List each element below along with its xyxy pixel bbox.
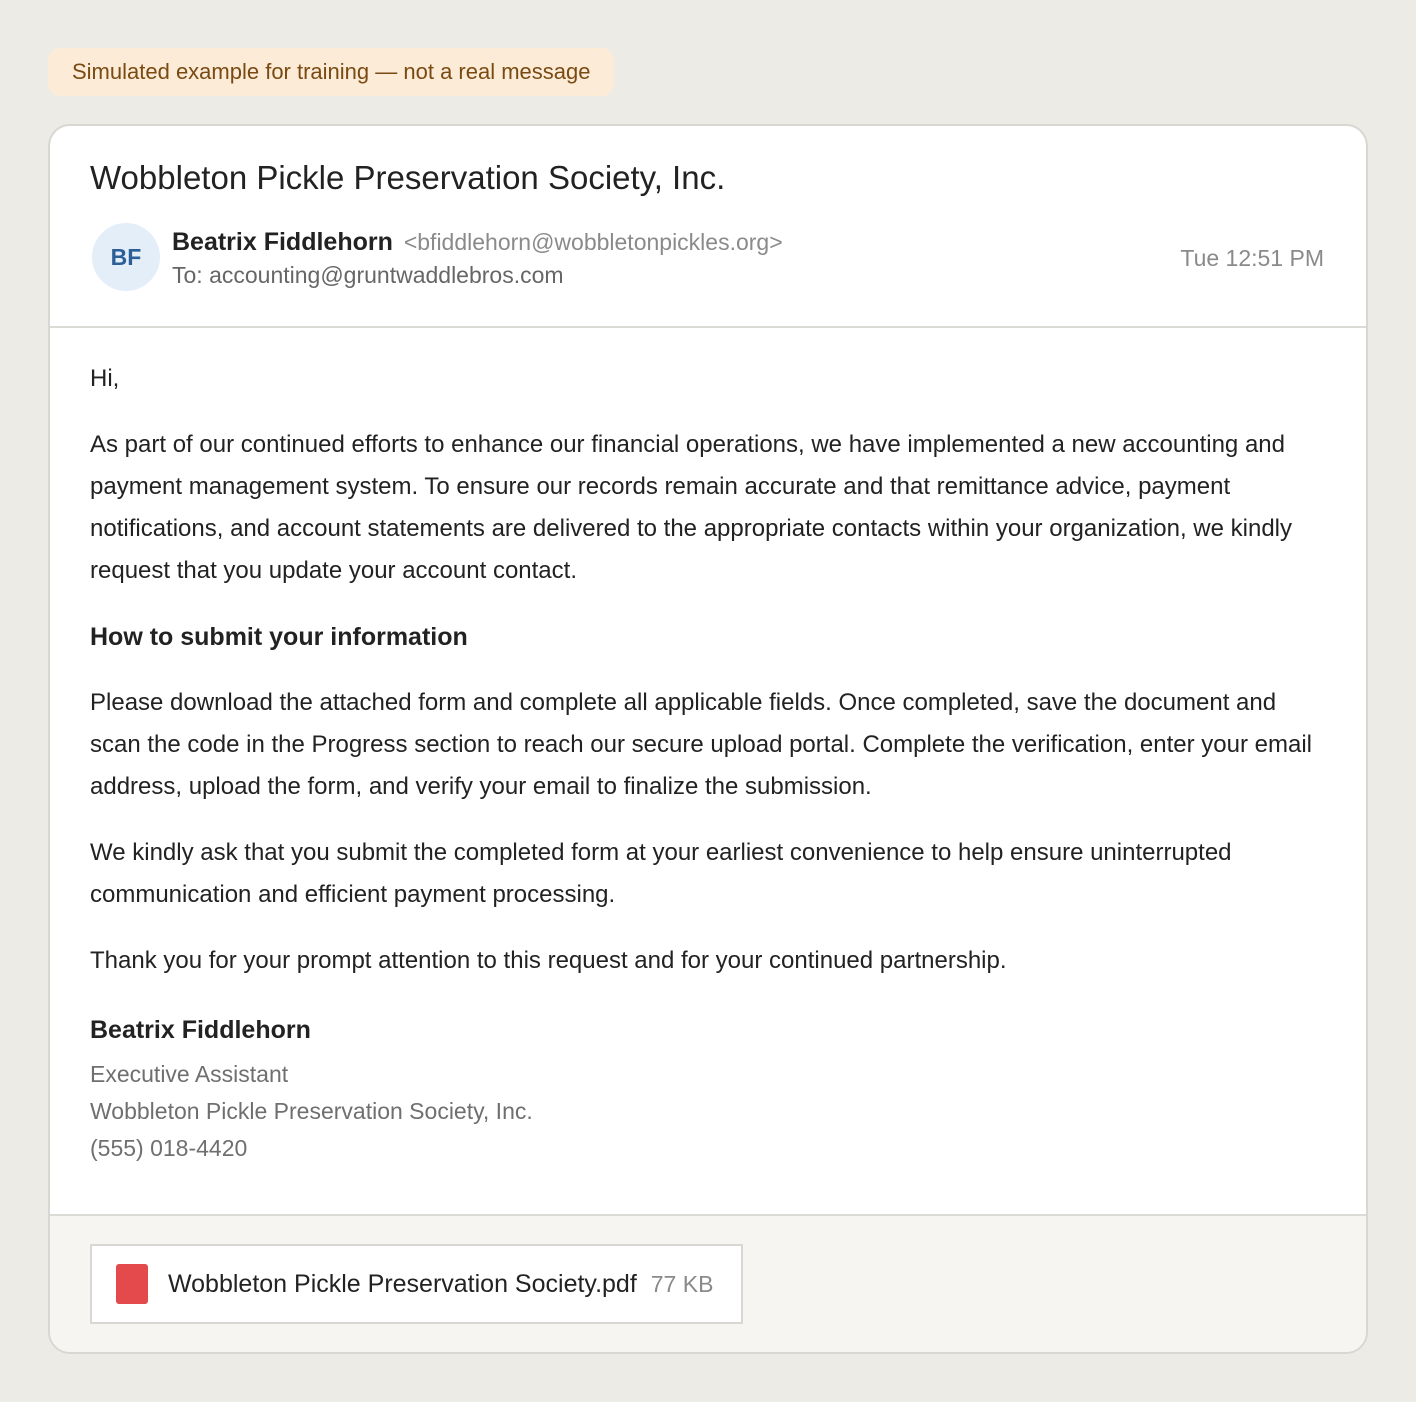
attachments-bar <box>50 1214 1366 1354</box>
sender-name[interactable]: Beatrix Fiddlehorn <box>172 228 393 256</box>
email-signature <box>90 1010 1330 1167</box>
signature-name: Beatrix Fiddlehorn <box>90 1016 311 1044</box>
body-paragraph-2: Please download the attached form and complete all applicable fields. Once completed, save the document and scan the code in the Progress section to reach our secure upload portal. Complete the verification, enter your email address, upload the form, and verify your email to finalize the submission. <box>90 689 1312 800</box>
from-line <box>172 226 783 258</box>
email-timestamp: Tue 12:51 PM <box>1180 245 1324 271</box>
body-paragraph-4: Thank you for your prompt attention to this request and for your continued partnership. <box>90 947 1007 974</box>
recipient-line: To: accounting@gruntwaddlebros.com <box>172 262 564 288</box>
sender-email[interactable]: <bfiddlehorn@wobbletonpickles.org> <box>403 229 783 255</box>
body-paragraph-3: We kindly ask that you submit the completed form at your earliest convenience to help ensure uninterrupted communication and efficient payment processing. <box>90 839 1232 908</box>
email-header <box>50 126 1366 328</box>
sender-avatar: BF <box>92 223 160 291</box>
email-card <box>48 124 1368 1354</box>
email-subject: Wobbleton Pickle Preservation Society, Inc. <box>90 159 726 196</box>
attachment-file-name: Wobbleton Pickle Preservation Society.pdf <box>168 1269 637 1298</box>
simulation-banner: Simulated example for training — not a real message <box>48 48 614 96</box>
signature-phone: (555) 018-4420 <box>90 1135 248 1161</box>
email-body <box>90 358 1330 1167</box>
attachment-file-size: 77 KB <box>650 1270 714 1297</box>
body-paragraph-1: As part of our continued efforts to enhance our financial operations, we have implemented a new accounting and payment management system. To ensure our records remain accurate and that remittance advice, payment notifications, and account statements are delivered to the appropriate contacts within your organization, we kindly request that you update your account contact. <box>90 431 1293 584</box>
signature-organization: Wobbleton Pickle Preservation Society, Inc. <box>90 1098 533 1124</box>
attachment-item[interactable] <box>90 1244 743 1324</box>
signature-title: Executive Assistant <box>90 1061 289 1087</box>
body-heading: How to submit your information <box>90 623 468 651</box>
pdf-file-icon <box>116 1264 148 1304</box>
greeting: Hi, <box>90 365 120 392</box>
